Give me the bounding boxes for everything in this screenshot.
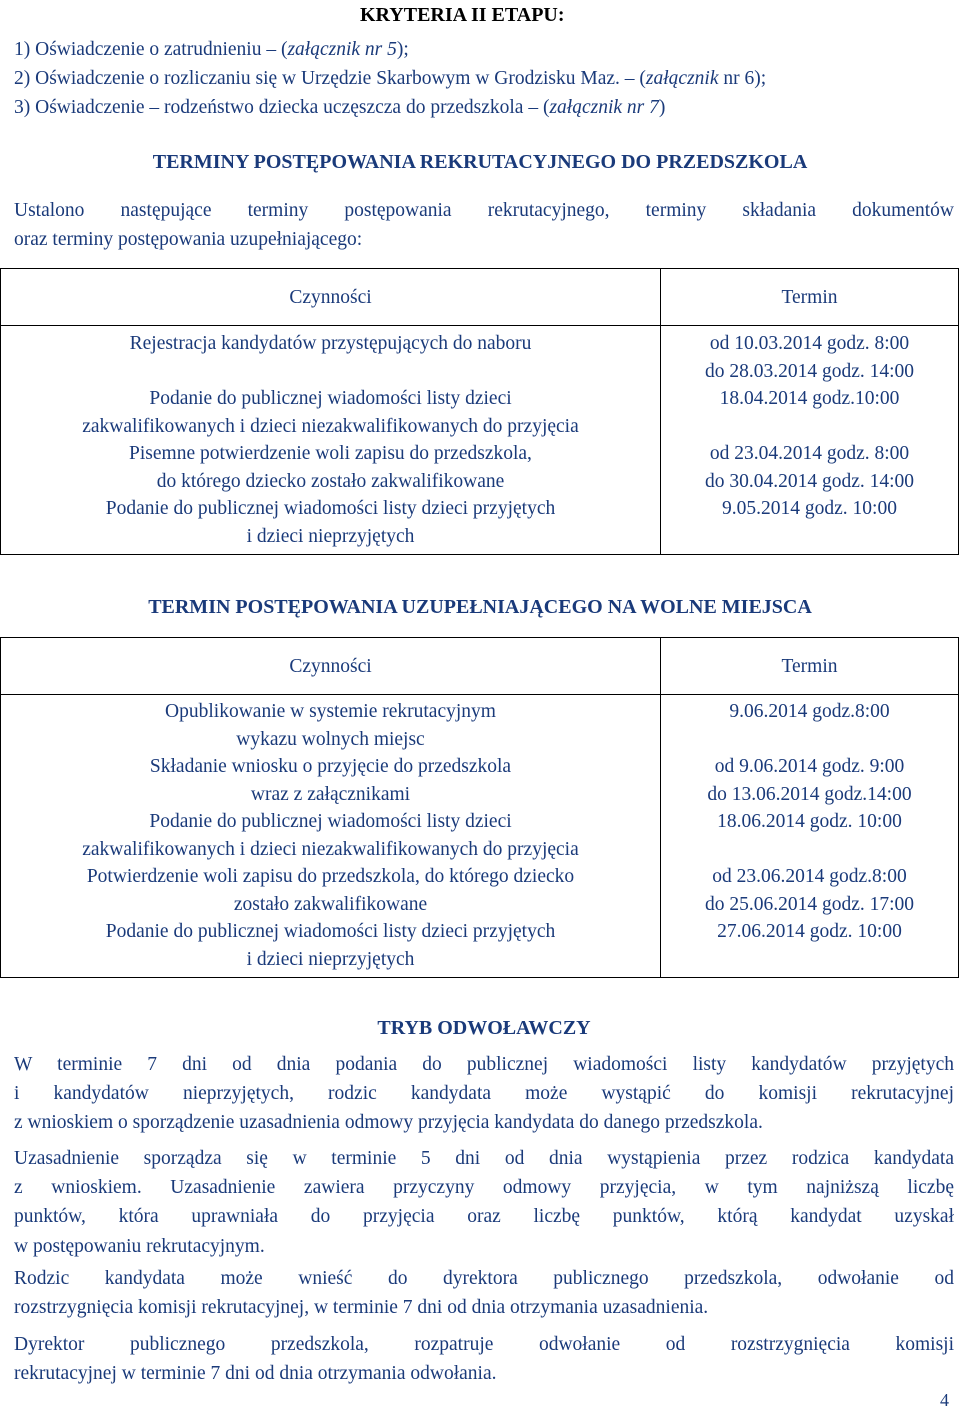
terms-cell: od 10.03.2014 godz. 8:00 do 28.03.2014 godz. 14:00 18.04.2014 godz.10:00 od 23.04.2014 godz. 8:00 do 30.04.2014 godz. 14:00 9.05.2014 godz. 10:00 [661, 326, 959, 555]
activities-cell: Opublikowanie w systemie rekrutacyjnym wykazu wolnych miejsc Składanie wniosku o przyjęcie do przedszkola wraz z załącznikami Podanie do publicznej wiadomości listy dzieci zakwalifikowanych i dzieci niezakwalifikowanych do przyjęcia Potwierdzenie woli zapisu do przedszkola, do którego dziecko zostało zakwalifikowane Podanie do publicznej wiadomości listy dzieci przyjętych i dzieci nieprzyjętych [1, 695, 661, 978]
table-header-row [1, 269, 959, 326]
appeal-paragraph: Rodzic kandydata może wnieść do dyrektora publicznego przedszkola, odwołanie od rozstrzygnięcia komisji rekrutacyjnej, w terminie 7 dni od dnia otrzymania uzasadnienia. [14, 1268, 954, 1319]
criteria-item: 3) Oświadczenie – rodzeństwo dziecka uczęszcza do przedszkola – (załącznik nr 7) [14, 97, 666, 118]
table-body-row [1, 326, 959, 555]
criteria-item: 2) Oświadczenie o rozliczaniu się w Urzędzie Skarbowym w Grodzisku Maz. – (załącznik nr 6); [14, 68, 767, 89]
header-term: Termin [661, 269, 959, 326]
activities-cell: Rejestracja kandydatów przystępujących do naboru Podanie do publicznej wiadomości listy dzieci zakwalifikowanych i dzieci niezakwalifikowanych do przyjęcia Pisemne potwierdzenie woli zapisu do przedszkola, do którego dziecko zostało zakwalifikowane Podanie do publicznej wiadomości listy dzieci przyjętych i dzieci nieprzyjętych [1, 326, 661, 555]
intro-paragraph: Ustalono następujące terminy postępowania rekrutacyjnego, terminy składania dokumentów oraz terminy postępowania uzupełniającego: [14, 200, 954, 250]
appeal-paragraph: Dyrektor publicznego przedszkola, rozpatruje odwołanie od rozstrzygnięcia komisji rekrutacyjnej w terminie 7 dni od dnia otrzymania odwołania. [14, 1334, 954, 1385]
recruitment-schedule-table [0, 268, 959, 555]
supplementary-heading: TERMIN POSTĘPOWANIA UZUPEŁNIAJĄCEGO NA WOLNE MIEJSCA [148, 596, 812, 618]
table-body-row [1, 695, 959, 978]
supplementary-schedule-table [0, 637, 959, 978]
table-header-row [1, 638, 959, 695]
attachment-reference: załącznik nr 7 [549, 97, 659, 118]
appeal-paragraph: Uzasadnienie sporządza się w terminie 5 dni od dnia wystąpienia przez rodzica kandydata z wnioskiem. Uzasadnienie zawiera przyczyny odmowy przyjęcia, w tym najniższą liczbę punktów, która uprawniała do przyjęcia oraz liczbę punktów, którą kandydat uzyskał w postępowaniu rekrutacyjnym. [14, 1148, 954, 1257]
page-number: 4 [940, 1390, 949, 1410]
header-activities: Czynności [1, 638, 661, 695]
attachment-reference: załącznik [645, 68, 719, 89]
criteria-list [14, 35, 954, 122]
header-activities: Czynności [1, 269, 661, 326]
attachment-reference: załącznik nr 5 [287, 39, 397, 60]
terms-heading: TERMINY POSTĘPOWANIA REKRUTACYJNEGO DO PRZEDSZKOLA [152, 151, 808, 173]
appeal-paragraph: W terminie 7 dni od dnia podania do publicznej wiadomości listy kandydatów przyjętych i kandydatów nieprzyjętych, rodzic kandydata może wystąpić do komisji rekrutacyjnej z wnioskiem o sporządzenie uzasadnienia odmowy przyjęcia kandydata do danego przedszkola. [14, 1054, 954, 1134]
criteria-item: 1) Oświadczenie o zatrudnieniu – (załącznik nr 5); [14, 39, 409, 60]
criteria-title: KRYTERIA II ETAPU: [360, 4, 565, 26]
appeal-heading: TRYB ODWOŁAWCZY [377, 1017, 591, 1039]
terms-cell: 9.06.2014 godz.8:00 od 9.06.2014 godz. 9:00 do 13.06.2014 godz.14:00 18.06.2014 godz. 10:00 od 23.06.2014 godz.8:00 do 25.06.2014 godz. 17:00 27.06.2014 godz. 10:00 [661, 695, 959, 978]
header-term: Termin [661, 638, 959, 695]
